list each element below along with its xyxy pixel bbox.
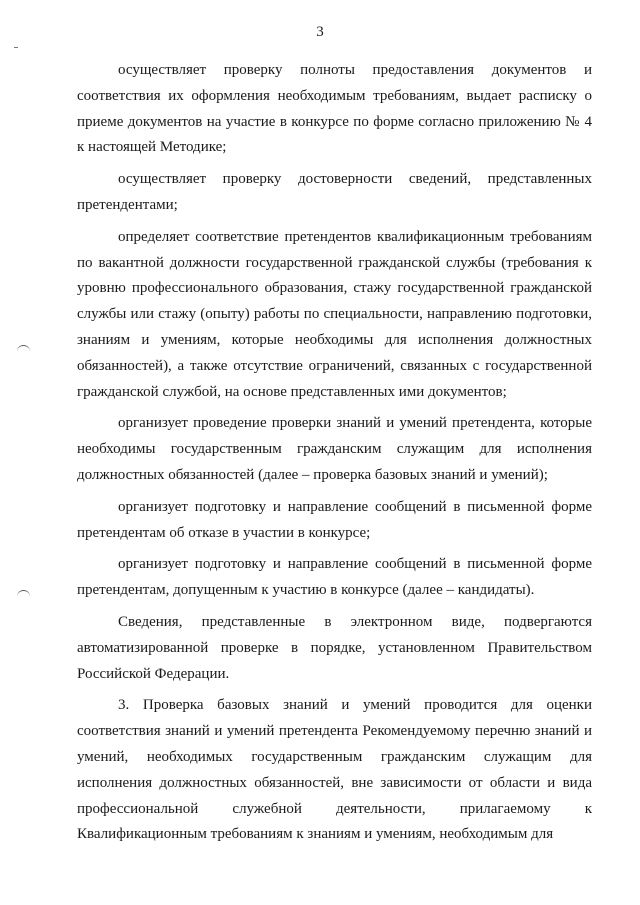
- document-body: [77, 58, 592, 848]
- scan-mark: [14, 47, 18, 48]
- paragraph: организует подготовку и направление сообщений в письменной форме претендентам, допущенным к участию в конкурсе (далее – кандидаты).: [77, 556, 592, 599]
- page-number: 3: [316, 24, 324, 40]
- hole-punch-mark: [17, 345, 30, 352]
- paragraph: организует проведение проверки знаний и умений претендента, которые необходимы государственным гражданским служащим для исполнения должностных обязанностей (далее – проверка базовых знаний и умений);: [77, 415, 592, 483]
- hole-punch-mark: [17, 590, 30, 597]
- paragraph: осуществляет проверку достоверности сведений, представленных претендентами;: [77, 171, 592, 213]
- paragraph: организует подготовку и направление сообщений в письменной форме претендентам об отказе в участии в конкурсе;: [77, 498, 592, 541]
- paragraph: 3. Проверка базовых знаний и умений проводится для оценки соответствия знаний и умений претендента Рекомендуемому перечню знаний и умений, необходимых государственным гражданским служащим для исполнения должностных обязанностей, вне зависимости от области и вида профессиональной служебной деятельности, прилагаемому к Квалификационным требованиям к знаниям и умениям, необходимым для: [77, 697, 592, 843]
- paragraph: определяет соответствие претендентов квалификационным требованиям по вакантной должности государственной гражданской службы (требования к уровню профессионального образования, стажу государственной гражданской службы или стажу (опыту) работы по специальности, направлению подготовки, знаниям и умениям, которые необходимы для исполнения должностных обязанностей), а также отсутствие ограничений, связанных с государственной гражданской службой, на основе представленных ими документов;: [77, 228, 592, 400]
- paragraph: осуществляет проверку полноты предоставления документов и соответствия их оформления необходимым требованиям, выдает расписку о приеме документов на участие в конкурсе по форме согласно приложению № 4 к настоящей Методике;: [77, 62, 592, 156]
- paragraph: Сведения, представленные в электронном виде, подвергаются автоматизированной проверке в порядке, установленном Правительством Российской Федерации.: [77, 613, 592, 682]
